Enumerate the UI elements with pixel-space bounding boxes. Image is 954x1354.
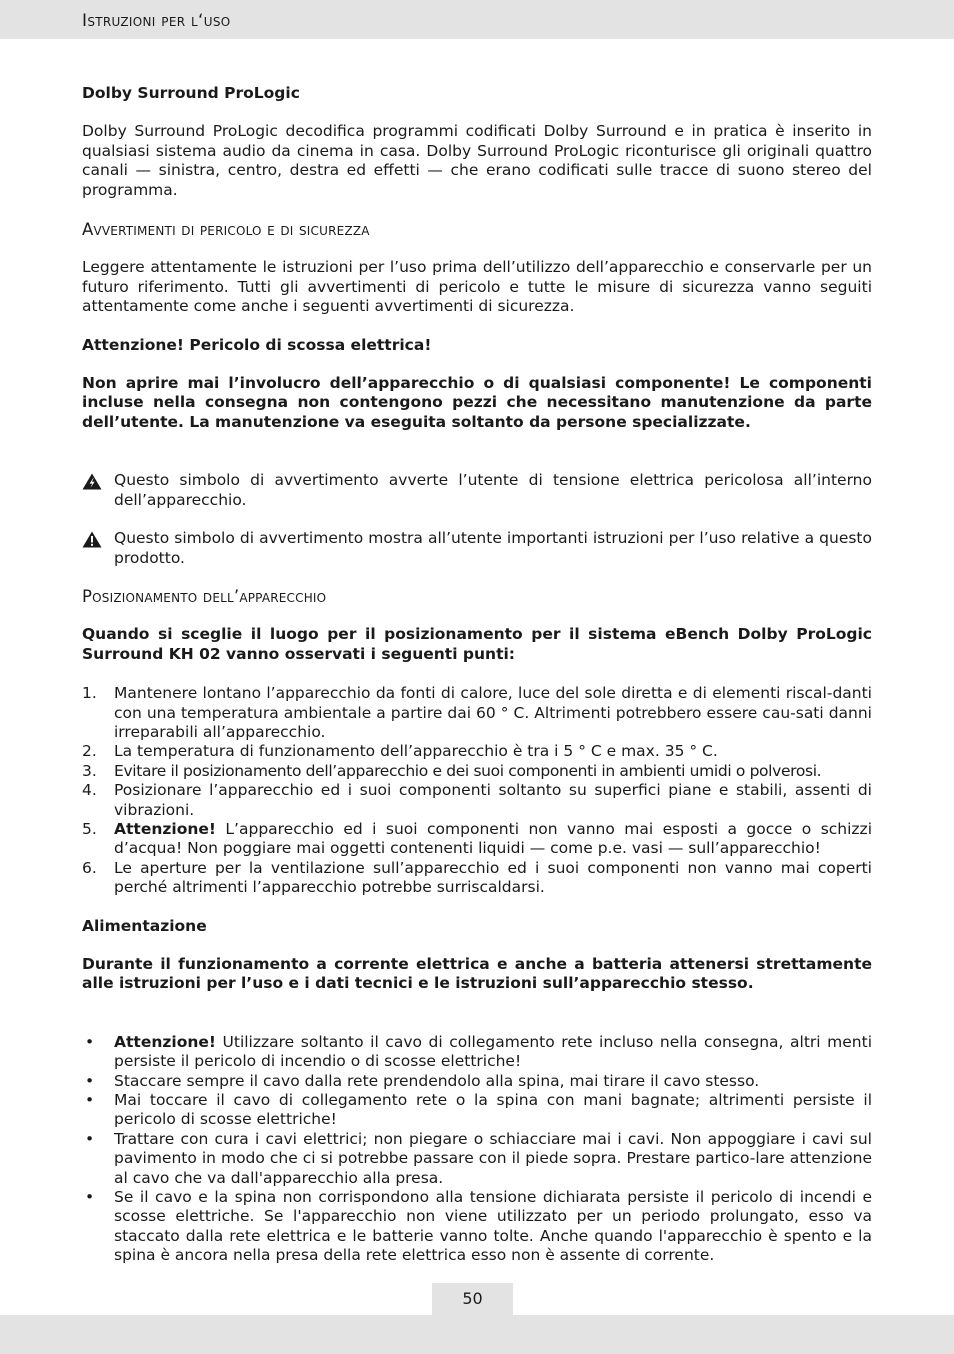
list-item-text: Evitare il posizionamento dell’apparecchio e dei suoi componenti in ambienti umidi o polverosi. <box>114 761 822 780</box>
safety-paragraph: Leggere attentamente le istruzioni per l’uso prima dell’utilizzo dell’apparecchio e conservarle per un futuro riferimento. Tutti gli avvertimenti di pericolo e tutte le misure di sicurezza vanno seguiti attentamente come anche i seguenti avvertimenti di sicurezza. <box>82 258 872 316</box>
warning-lightning-row <box>82 471 872 510</box>
list-item-text <box>114 1033 872 1072</box>
shock-paragraph: Non aprire mai l’involucro dell’apparecchio o di qualsiasi componente! Le componenti incluse nella consegna non contengono pezzi che necessitano manutenzione da parte dell’utente. La manutenzione va eseguita soltanto da persone specializzate. <box>82 374 872 431</box>
list-item <box>82 1130 872 1188</box>
list-item <box>82 859 872 898</box>
list-item-text: Trattare con cura i cavi elettrici; non piegare o schiacciare mai i cavi. Non appoggiare i cavi sul pavimento in modo che ci si potrebbe passare con il piede sopra. Prestare partico-lare attenzione al cavo che va dall'apparecchio alla presa. <box>114 1129 872 1187</box>
list-item-text: Se il cavo e la spina non corrispondono alla tensione dichiarata persiste il pericolo di incendi e scosse elettriche. Se l'apparecchio non viene utilizzato per un periodo prolungato, esso va staccato dalla rete elettrica e le batterie vanno tolte. Anche quando l'apparecchio è spento e la spina è ancora nella presa della rete elettrica esso non è assente di corrente. <box>114 1188 872 1265</box>
list-item <box>82 1072 872 1091</box>
page-title: Istruzioni per l‘uso <box>82 11 231 31</box>
list-item <box>82 684 872 742</box>
list-item-text: Mantenere lontano l’apparecchio da fonti di calore, luce del sole diretta e di elementi riscal-danti con una temperatura ambientale a partire dai 60 ° C. Altrimenti potrebbero essere cau-sati danni irreparabili all’apparecchio. <box>114 684 872 741</box>
list-item-text: Posizionare l’apparecchio ed i suoi componenti soltanto su superfici piane e stabili, assenti di vibrazioni. <box>114 781 872 819</box>
warning-exclamation-row <box>82 529 872 568</box>
page-number: 50 <box>432 1283 513 1315</box>
list-number: 4. <box>82 781 97 800</box>
list-item <box>82 781 872 820</box>
list-number: 1. <box>82 684 97 703</box>
list-item-text <box>114 820 872 859</box>
warning-exclamation-text: Questo simbolo di avvertimento mostra all’utente importanti istruzioni per l’uso relative a questo prodotto. <box>114 529 872 567</box>
list-item <box>82 1033 872 1072</box>
safety-heading: Avvertimenti di pericolo e di sicurezza <box>82 220 370 240</box>
footer-bar <box>0 1315 954 1354</box>
positioning-list <box>82 684 872 897</box>
positioning-heading: Posizionamento dell’apparecchio <box>82 586 327 606</box>
attention-label: Attenzione! <box>114 819 216 838</box>
dolby-heading: Dolby Surround ProLogic <box>82 84 300 102</box>
list-number: 3. <box>82 761 97 780</box>
bullet: • <box>85 1071 95 1090</box>
exclamation-warning-icon <box>82 529 114 553</box>
list-item-body: L’apparecchio ed i suoi componenti non vanno mai esposti a gocce o schizzi d’acqua! Non poggiare mai oggetti contenenti liquidi — come p.e. vasi — sull’apparecchio! <box>114 819 872 858</box>
list-item-text: Mai toccare il cavo di collegamento rete o la spina con mani bagnate; altrimenti persiste il pericolo di scosse elettriche! <box>114 1091 872 1129</box>
power-heading: Alimentazione <box>82 916 207 935</box>
list-number: 5. <box>82 819 97 838</box>
document-body <box>82 84 872 1266</box>
list-item <box>82 762 872 781</box>
list-number: 6. <box>82 858 97 877</box>
dolby-paragraph: Dolby Surround ProLogic decodifica programmi codificati Dolby Surround e in pratica è inserito in qualsiasi sistema audio da cinema in casa. Dolby Surround ProLogic riconturisce gli originali quattro canali — sinistra, centro, destra ed effetti — che erano codificati sulle tracce di suono stereo del programma. <box>82 122 872 199</box>
warning-lightning-text: Questo simbolo di avvertimento avverte l’utente di tensione elettrica pericolosa all’interno dell’apparecchio. <box>114 471 872 509</box>
list-item-text: La temperatura di funzionamento dell’apparecchio è tra i 5 ° C e max. 35 ° C. <box>114 742 718 761</box>
lightning-warning-icon <box>82 471 114 495</box>
attention-label: Attenzione! <box>114 1032 216 1051</box>
positioning-intro: Quando si sceglie il luogo per il posizionamento per il sistema eBench Dolby ProLogic Surround KH 02 vanno osservati i seguenti punti: <box>82 625 872 663</box>
header-bar <box>0 0 954 39</box>
bullet: • <box>85 1032 95 1051</box>
bullet: • <box>85 1129 95 1148</box>
shock-heading: Attenzione! Pericolo di scossa elettrica! <box>82 335 432 354</box>
list-item <box>82 820 872 859</box>
list-number: 2. <box>82 742 97 761</box>
power-intro: Durante il funzionamento a corrente elettrica e anche a batteria attenersi strettamente alle istruzioni per l’uso e i dati tecnici e le istruzioni sull’apparecchio stesso. <box>82 955 872 993</box>
list-item-text: Le aperture per la ventilazione sull’apparecchio ed i suoi componenti non vanno mai coperti perché altrimenti l’apparecchio potrebbe surriscaldarsi. <box>114 858 872 897</box>
list-item <box>82 1188 872 1266</box>
list-item <box>82 1091 872 1130</box>
list-item-text: Staccare sempre il cavo dalla rete prendendolo alla spina, mai tirare il cavo stesso. <box>114 1071 760 1090</box>
bullet: • <box>85 1091 95 1110</box>
list-item <box>82 742 872 761</box>
bullet: • <box>85 1188 95 1207</box>
list-item-body: Utilizzare soltanto il cavo di collegamento rete incluso nella consegna, altri menti persiste il pericolo di incendio o di scosse elettriche! <box>114 1032 872 1071</box>
power-list <box>82 1033 872 1266</box>
